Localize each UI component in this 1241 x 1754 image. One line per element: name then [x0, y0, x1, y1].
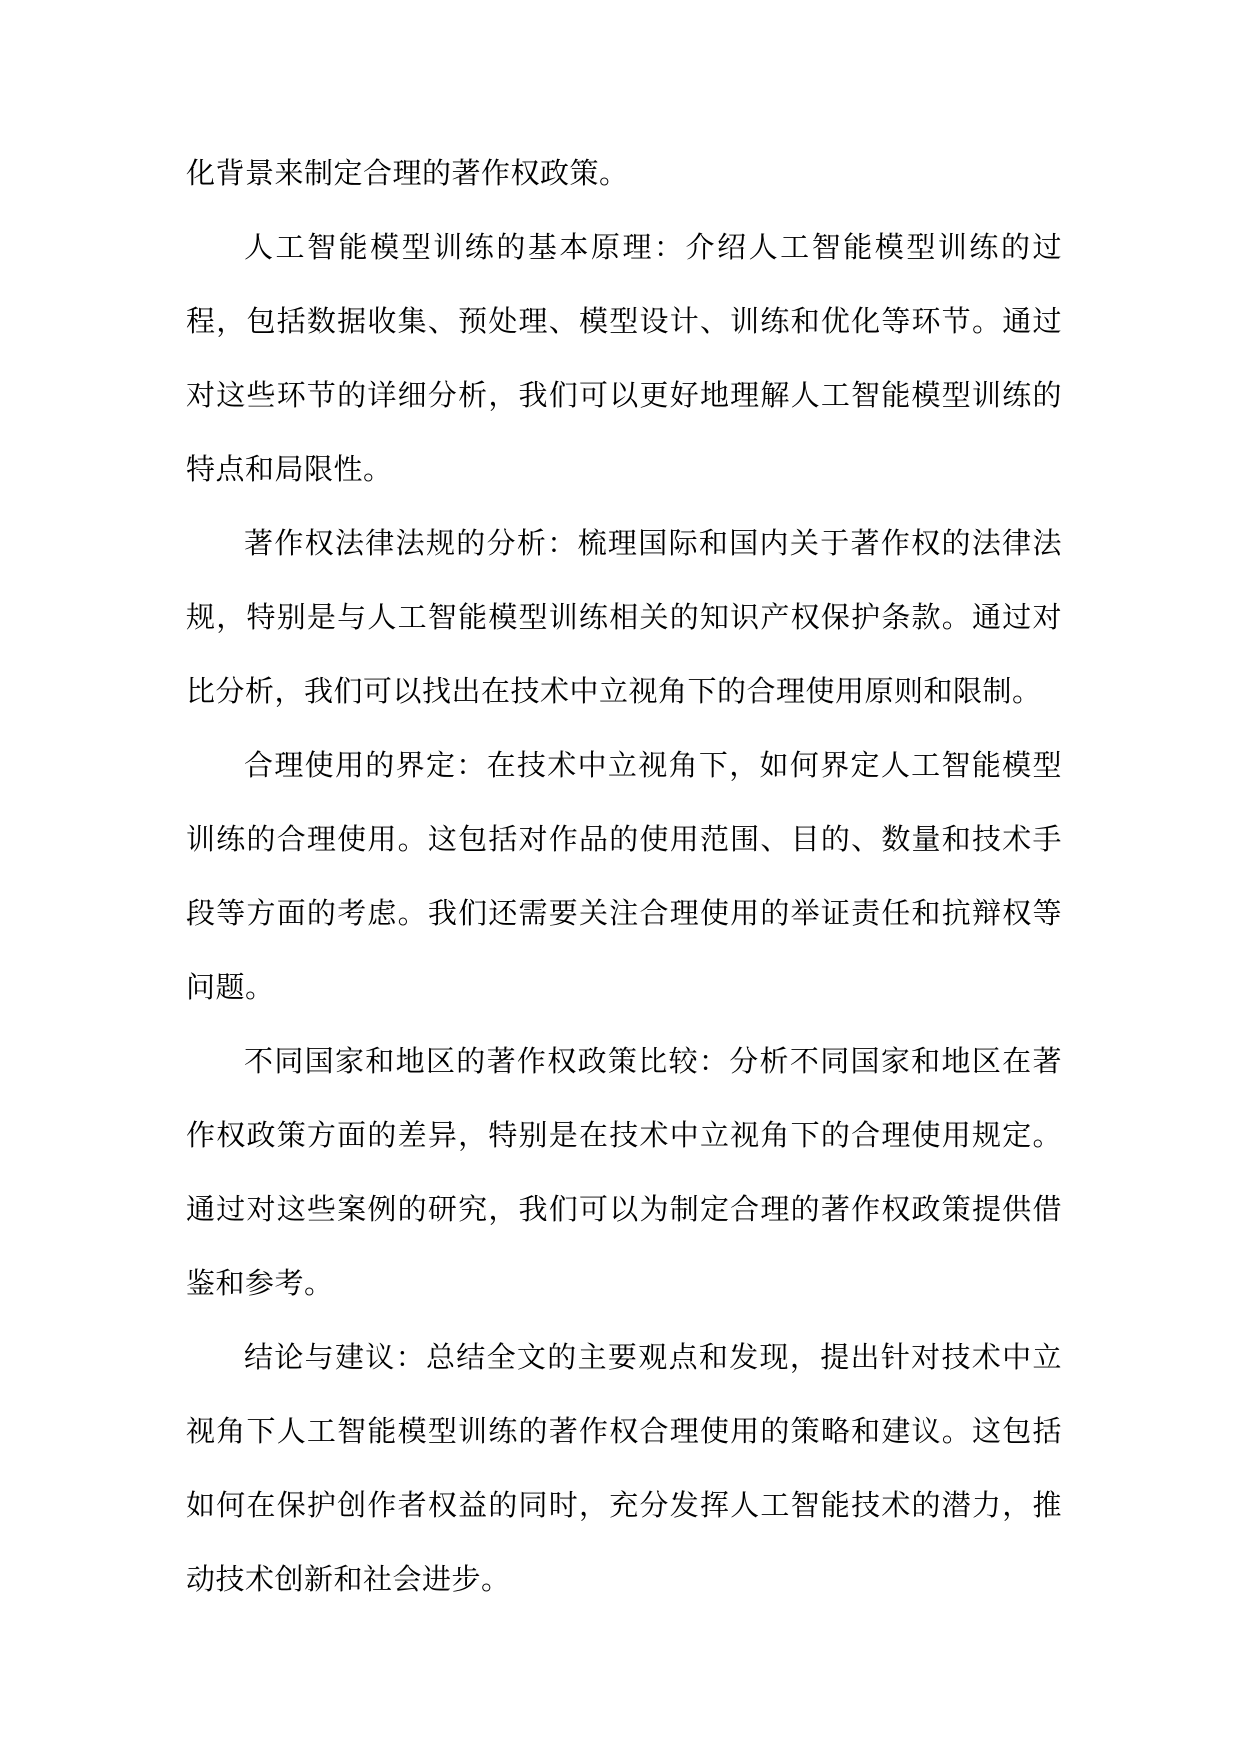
paragraph-policy-comparison: 不同国家和地区的著作权政策比较：分析不同国家和地区在著作权政策方面的差异，特别是在技术中立视角下的合理使用规定。通过对这些案例的研究，我们可以为制定合理的著作权政策提供借鉴和参考。 [186, 1044, 1062, 1300]
paragraph-conclusion: 结论与建议：总结全文的主要观点和发现，提出针对技术中立视角下人工智能模型训练的著作权合理使用的策略和建议。这包括如何在保护创作者权益的同时，充分发挥人工智能技术的潜力，推动技术创新和社会进步。 [186, 1340, 1062, 1596]
paragraph-continued: 化背景来制定合理的著作权政策。 [186, 156, 629, 190]
paragraph-fair-use-definition: 合理使用的界定：在技术中立视角下，如何界定人工智能模型训练的合理使用。这包括对作品的使用范围、目的、数量和技术手段等方面的考虑。我们还需要关注合理使用的举证责任和抗辩权等问题。 [186, 748, 1062, 1004]
paragraph-copyright-law-analysis: 著作权法律法规的分析：梳理国际和国内关于著作权的法律法规，特别是与人工智能模型训练相关的知识产权保护条款。通过对比分析，我们可以找出在技术中立视角下的合理使用原则和限制。 [186, 526, 1062, 708]
document-body [186, 136, 1062, 1616]
paragraph-ai-training-principles: 人工智能模型训练的基本原理：介绍人工智能模型训练的过程，包括数据收集、预处理、模型设计、训练和优化等环节。通过对这些环节的详细分析，我们可以更好地理解人工智能模型训练的特点和局限性。 [186, 230, 1062, 486]
